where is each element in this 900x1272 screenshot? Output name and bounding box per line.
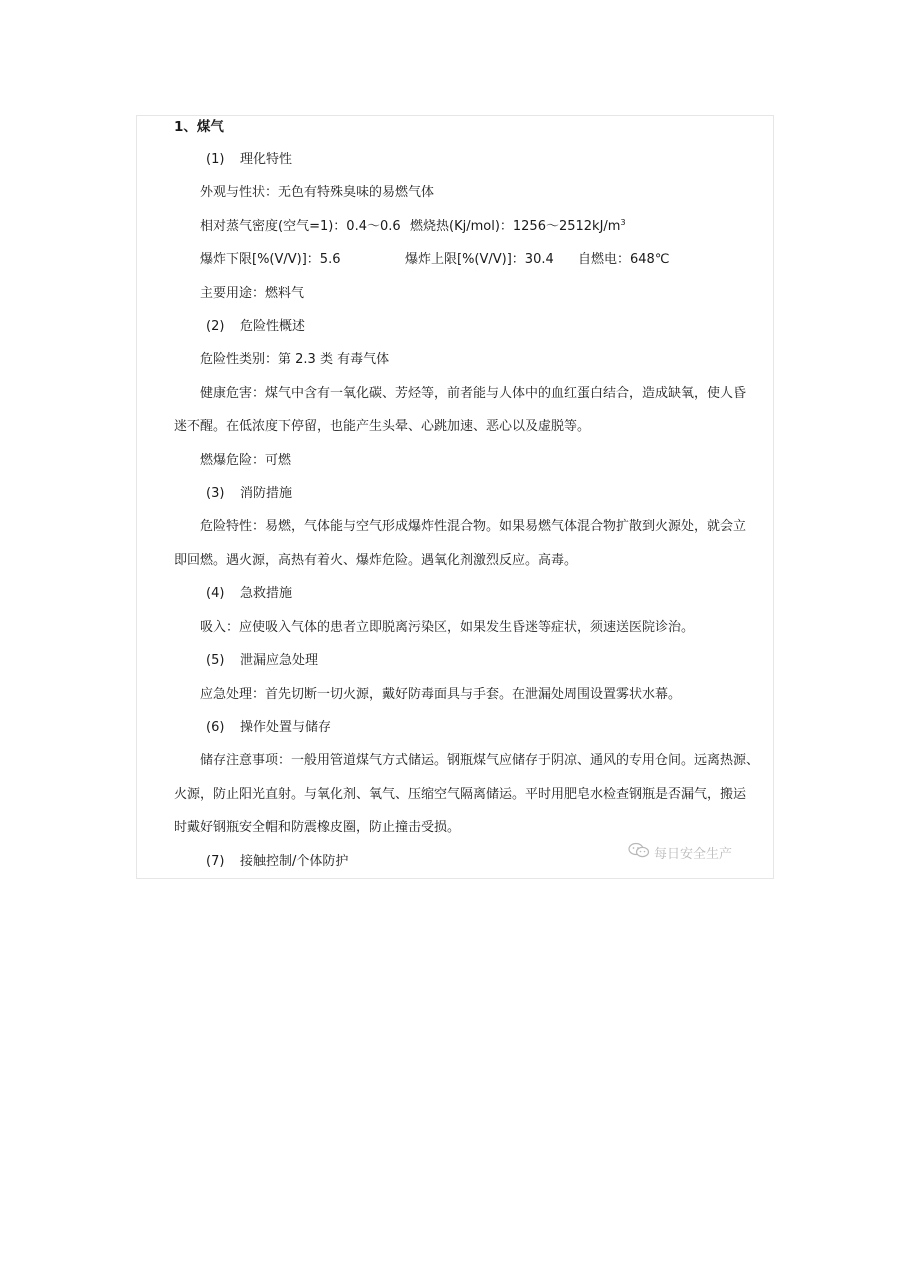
autoignition-text: 自燃电：648℃ xyxy=(578,252,670,267)
section-heading-1 xyxy=(206,151,292,169)
section-label: 操作处置与储存 xyxy=(240,720,332,735)
density-text: 相对蒸气密度(空气=1)：0.4～0.6 xyxy=(200,219,401,234)
section-number: (3) xyxy=(206,486,225,501)
section-label: 急救措施 xyxy=(240,586,293,601)
section-heading-5 xyxy=(206,652,318,670)
section-label: 接触控制/个体防护 xyxy=(240,854,349,869)
wechat-icon xyxy=(628,842,650,862)
fire-hazard-text: 燃爆危险：可燃 xyxy=(200,453,292,468)
section-heading-7 xyxy=(206,853,348,871)
appearance-text: 外观与性状：无色有特殊臭味的易燃气体 xyxy=(200,185,435,200)
lower-limit-text: 爆炸下限[%(V/V)]：5.6 xyxy=(200,252,341,267)
section-heading-6 xyxy=(206,719,331,737)
section-number: (1) xyxy=(206,152,225,167)
section-heading-4 xyxy=(206,585,292,603)
leak-handling-text: 应急处理：首先切断一切火源，戴好防毒面具与手套。在泄漏处周围设置雾状水幕。 xyxy=(200,687,682,702)
document-title: 1、煤气 xyxy=(174,119,224,135)
section-heading-2 xyxy=(206,318,305,336)
section-heading-3 xyxy=(206,485,292,503)
watermark xyxy=(628,842,732,862)
section-label: 危险性概述 xyxy=(240,319,306,334)
section-label: 理化特性 xyxy=(240,152,293,167)
combustion-heat-value: 燃烧热(Kj/mol)：1256～2512kJ/m xyxy=(410,219,621,234)
section-number: (4) xyxy=(206,586,225,601)
fire-measures-line-2: 即回燃。遇火源，高热有着火、爆炸危险。遇氧化剂激烈反应。高毒。 xyxy=(174,553,578,568)
section-label: 消防措施 xyxy=(240,486,293,501)
health-hazard-line-1: 健康危害：煤气中含有一氧化碳、芳烃等，前者能与人体中的血红蛋白结合，造成缺氧，使人昏 xyxy=(200,386,747,401)
usage-text: 主要用途：燃料气 xyxy=(200,286,305,301)
fire-measures-line-1: 危险特性：易燃，气体能与空气形成爆炸性混合物。如果易燃气体混合物扩散到火源处，就会立 xyxy=(200,519,747,534)
hazard-category-text: 危险性类别：第 2.3 类 有毒气体 xyxy=(200,352,390,367)
section-number: (5) xyxy=(206,653,225,668)
section-number: (2) xyxy=(206,319,225,334)
section-number: (6) xyxy=(206,720,225,735)
storage-line-2: 火源，防止阳光直射。与氧化剂、氧气、压缩空气隔离储运。平时用肥皂水检查钢瓶是否漏气，搬运 xyxy=(174,787,747,802)
health-hazard-line-2: 迷不醒。在低浓度下停留，也能产生头晕、心跳加速、恶心以及虚脱等。 xyxy=(174,419,591,434)
section-label: 泄漏应急处理 xyxy=(240,653,319,668)
upper-limit-text: 爆炸上限[%(V/V)]：30.4 xyxy=(405,252,554,267)
storage-line-1: 储存注意事项：一般用管道煤气方式储运。钢瓶煤气应储存于阴凉、通风的专用仓间。远离热源、 xyxy=(200,753,760,768)
combustion-heat-text xyxy=(410,218,626,236)
section-number: (7) xyxy=(206,854,225,869)
first-aid-text: 吸入：应使吸入气体的患者立即脱离污染区，如果发生昏迷等症状，须速送医院诊治。 xyxy=(200,620,695,635)
combustion-heat-superscript: 3 xyxy=(620,218,626,227)
watermark-text: 每日安全生产 xyxy=(654,846,733,862)
storage-line-3: 时戴好钢瓶安全帽和防震橡皮圈，防止撞击受损。 xyxy=(174,820,461,835)
